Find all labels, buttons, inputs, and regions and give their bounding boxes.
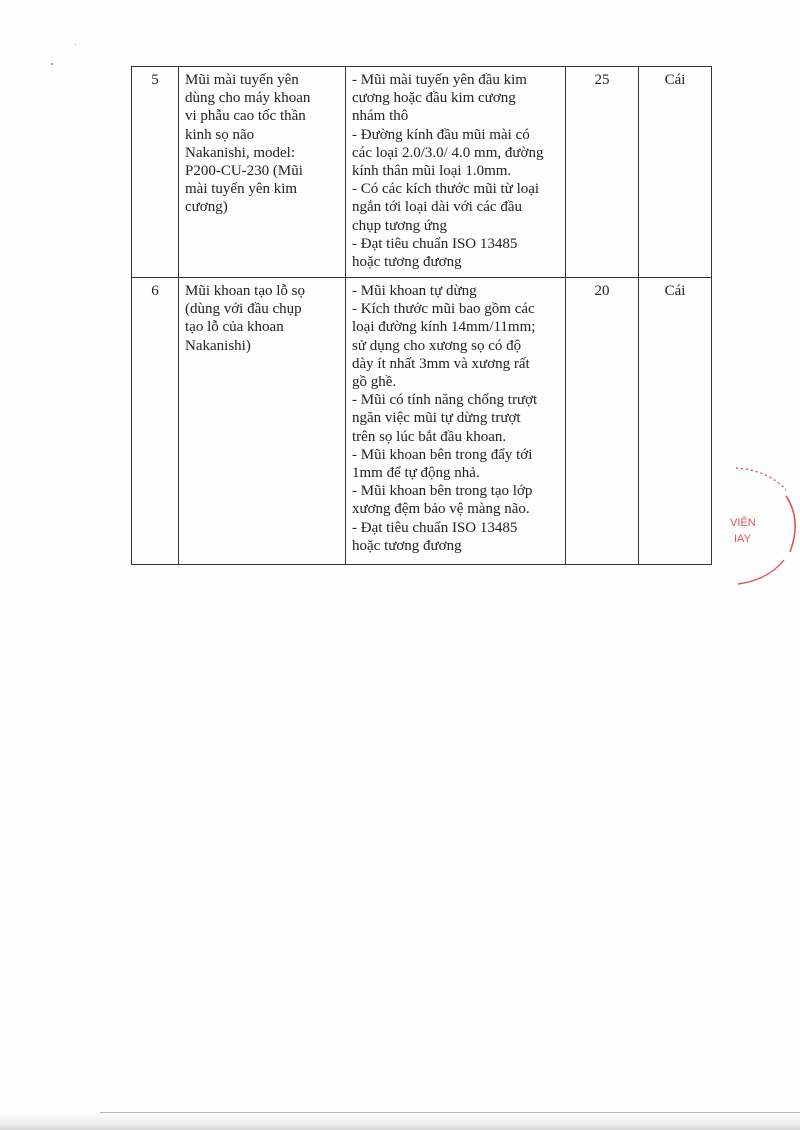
table-row [132,67,712,278]
item-description-line: ngắn tới loại dài với các đầu [352,199,522,216]
item-quantity: 25 [566,67,639,278]
item-number: 5 [132,67,179,278]
item-description-line: loại đường kính 14mm/11mm; [352,319,536,336]
item-name-line: P200-CU-230 (Mũi [185,163,303,180]
item-name-line: Nakanishi) [185,337,251,354]
item-name [179,278,346,565]
item-name-line: kinh sọ não [185,126,255,143]
item-name-line: dùng cho máy khoan [185,90,311,107]
item-description-line: gồ ghề. [352,374,397,391]
item-description [346,67,566,278]
item-description-line: cương hoặc đầu kim cương [352,90,516,107]
item-description-line: 1mm để tự động nhả. [352,465,480,482]
item-name-line: tạo lỗ của khoan [185,319,284,336]
item-description-line: - Mũi khoan bên trong đẩy tới [352,446,533,463]
table-row [132,278,712,565]
item-description-line: - Mũi có tính năng chống trượt [352,392,538,409]
item-number: 6 [132,278,179,565]
item-name-line: cương) [185,199,228,216]
item-description-line: - Đạt tiêu chuẩn ISO 13485 [352,519,518,536]
item-description-line: - Đường kính đầu mũi mài có [352,126,530,143]
seal-text: IAY [734,533,751,545]
item-description-line: trên sọ lúc bắt đầu khoan. [352,428,507,445]
item-description-line: dày ít nhất 3mm và xương rất [352,355,530,372]
item-name-line: vi phẫu cao tốc thần [185,108,306,125]
item-name-line: (dùng với đầu chụp [185,301,302,318]
item-description-line: kính thân mũi loại 1.0mm. [352,163,512,180]
item-unit: Cái [639,278,712,565]
item-description-line: xương đệm bảo vệ màng não. [352,501,530,518]
seal-text: VIỆN [730,517,756,529]
item-description [346,278,566,565]
item-description-line: - Mũi khoan tự dừng [352,283,477,299]
item-description-line: nhám thô [352,108,409,125]
item-description-line: hoặc tương đương [352,537,462,554]
item-name-line: Nakanishi, model: [185,144,295,161]
page-edge-shadow [0,1112,800,1130]
item-name [179,67,346,278]
item-description-line: - Đạt tiêu chuẩn ISO 13485 [352,235,518,252]
item-name-line: Mũi khoan tạo lỗ sọ [185,283,305,299]
specification-table [131,66,712,565]
item-description-line: - Có các kích thước mũi từ loại [352,181,540,198]
item-description-line: - Kích thước mũi bao gồm các [352,301,535,318]
item-unit: Cái [639,67,712,278]
item-description-line: - Mũi khoan bên trong tạo lớp [352,483,533,500]
scan-speck [51,63,53,65]
red-seal-stamp [728,460,800,590]
item-description-line: sử dụng cho xương sọ có độ [352,337,522,354]
item-description-line: chụp tương ứng [352,217,448,234]
item-description-line: các loại 2.0/3.0/ 4.0 mm, đường [352,144,544,161]
item-description-line: hoặc tương đương [352,254,462,271]
item-description-line: - Mũi mài tuyến yên đầu kim [352,72,527,88]
item-name-line: Mũi mài tuyến yên [185,72,299,88]
seal-ring [736,468,795,584]
item-name-line: mài tuyến yên kim [185,181,298,198]
item-description-line: ngăn việc mũi tự dừng trượt [352,410,521,427]
item-quantity: 20 [566,278,639,565]
scan-speck [75,44,76,45]
